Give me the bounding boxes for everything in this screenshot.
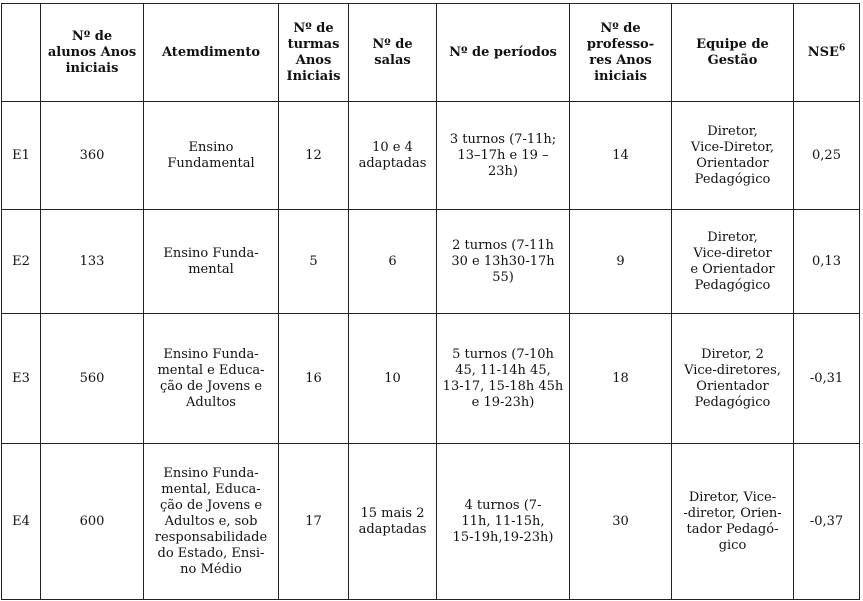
cell-id: E2: [2, 210, 41, 314]
cell-students: 600: [41, 444, 144, 600]
cell-students: 360: [41, 102, 144, 210]
cell-id: E1: [2, 102, 41, 210]
cell-periods: 5 turnos (7-10h 45, 11-14h 45, 13-17, 15-18h 45h e 19-23h): [437, 314, 570, 444]
schools-table: [1, 3, 860, 600]
cell-nse: -0,31: [794, 314, 860, 444]
cell-periods: 2 turnos (7-11h 30 e 13h30-17h 55): [437, 210, 570, 314]
cell-periods: 3 turnos (7-11h; 13–17h e 19 – 23h): [437, 102, 570, 210]
header-id: [2, 4, 41, 102]
cell-management: Diretor, Vice-Diretor, Orientador Pedagógico: [672, 102, 794, 210]
header-nse-label: NSE: [807, 44, 839, 60]
cell-teachers: 30: [570, 444, 672, 600]
table-row: [2, 314, 860, 444]
header-periods: Nº de períodos: [437, 4, 570, 102]
cell-service: Ensino Funda- mental e Educa- ção de Jovens e Adultos: [144, 314, 279, 444]
cell-teachers: 9: [570, 210, 672, 314]
cell-nse: 0,25: [794, 102, 860, 210]
header-service: Atemdimento: [144, 4, 279, 102]
cell-teachers: 14: [570, 102, 672, 210]
header-row: [2, 4, 860, 102]
cell-students: 560: [41, 314, 144, 444]
header-students: Nº de alunos Anos iniciais: [41, 4, 144, 102]
header-teachers: Nº de professo- res Anos iniciais: [570, 4, 672, 102]
cell-service: Ensino Funda- mental, Educa- ção de Jovens e Adultos e, sob responsabilidade do Estado, Ensi- no Médio: [144, 444, 279, 600]
header-classes: Nº de turmas Anos Iniciais: [279, 4, 349, 102]
cell-management: Diretor, 2 Vice-diretores, Orientador Pedagógico: [672, 314, 794, 444]
cell-id: E3: [2, 314, 41, 444]
cell-rooms: 6: [349, 210, 437, 314]
cell-classes: 16: [279, 314, 349, 444]
cell-id: E4: [2, 444, 41, 600]
cell-classes: 17: [279, 444, 349, 600]
cell-rooms: 15 mais 2 adaptadas: [349, 444, 437, 600]
cell-periods: 4 turnos (7- 11h, 11-15h, 15-19h,19-23h): [437, 444, 570, 600]
table-row: [2, 210, 860, 314]
cell-nse: -0,37: [794, 444, 860, 600]
cell-classes: 12: [279, 102, 349, 210]
header-nse: [794, 4, 860, 102]
cell-management: Diretor, Vice-diretor e Orientador Pedagógico: [672, 210, 794, 314]
cell-classes: 5: [279, 210, 349, 314]
cell-nse: 0,13: [794, 210, 860, 314]
cell-management: Diretor, Vice- -diretor, Orien- tador Pedagó- gico: [672, 444, 794, 600]
cell-rooms: 10 e 4 adaptadas: [349, 102, 437, 210]
table-row: [2, 444, 860, 600]
cell-students: 133: [41, 210, 144, 314]
cell-service: Ensino Fundamental: [144, 102, 279, 210]
table-row: [2, 102, 860, 210]
cell-teachers: 18: [570, 314, 672, 444]
header-rooms: Nº de salas: [349, 4, 437, 102]
header-nse-footnote: 6: [838, 43, 846, 54]
header-management: Equipe de Gestão: [672, 4, 794, 102]
cell-rooms: 10: [349, 314, 437, 444]
cell-service: Ensino Funda- mental: [144, 210, 279, 314]
